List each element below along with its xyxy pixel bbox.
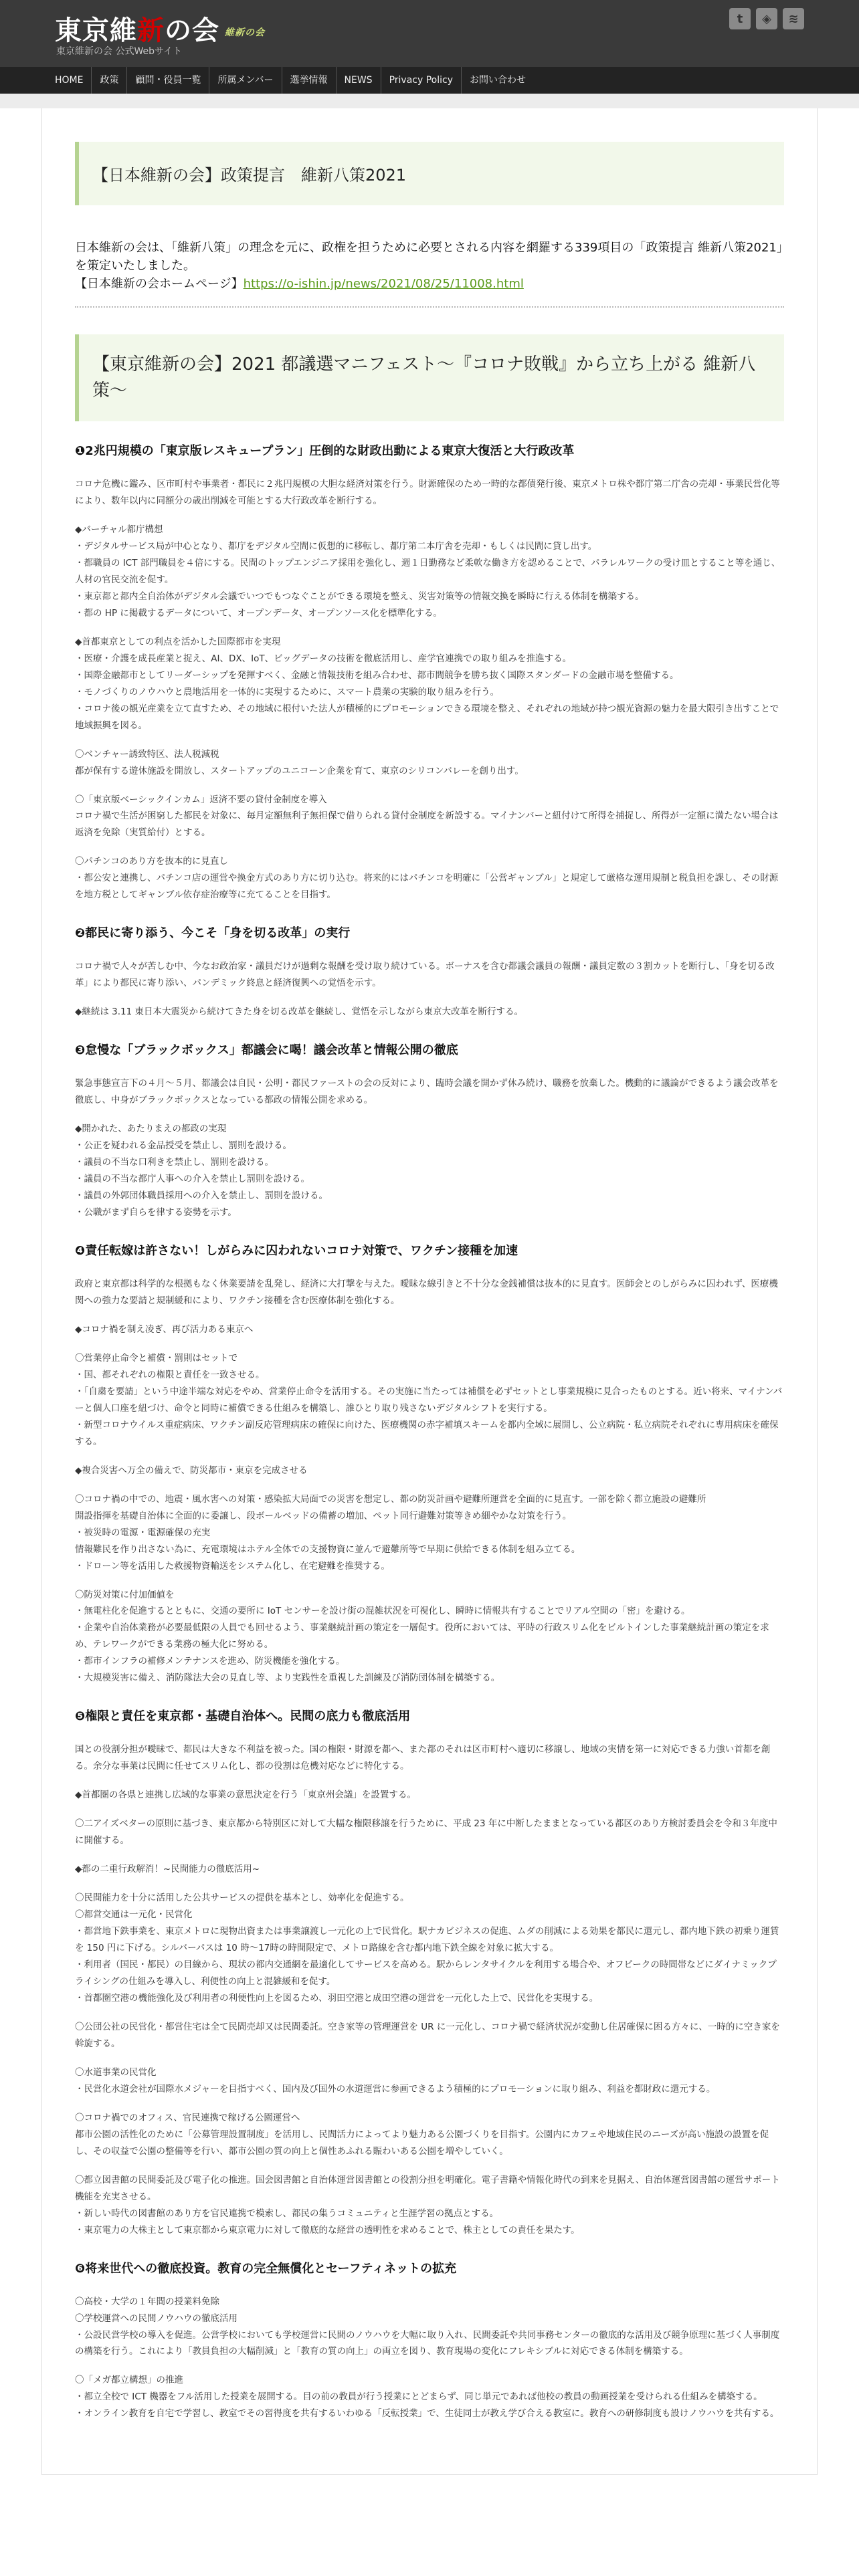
nav-item[interactable]: 所属メンバー [209, 67, 282, 94]
policy-line: ・民営化水道会社が国際水メジャーを目指すべく、国内及び国外の水道運営に参画できるよう積極的にプロモーションに取り組み、利益を都財政に還元する。 [75, 2083, 716, 2095]
nav-item[interactable]: Privacy Policy [381, 67, 462, 94]
policy-line: 情報難民を作り出さない為に、充電環境はホテル全体での支援物資に並んで避難所等で早期に供給できる体制を組み立てる。 [75, 1543, 581, 1555]
policy-line: 都が保有する遊休施設を開放し、スタートアップのユニコーン企業を育て、東京のシリコンバレーを創り出す。 [75, 765, 524, 776]
policy-line: ◆コロナ禍を制え凌ぎ、再び活力ある東京へ [75, 1323, 254, 1335]
policy-paragraph [75, 1816, 784, 1849]
policy-line: 〇公団公社の民営化・都営住宅は全て民間売却又は民間委託。空き家等の管理運営を UR に一元化し、コロナ禍で経済状況が変動し住居確保に困る方々に、一時的に空き家を斡旋する。 [75, 2021, 780, 2049]
policy-line: ◆複合災害へ万全の備えで、防災都市・東京を完成させる [75, 1465, 308, 1476]
policy-paragraph [75, 1787, 784, 1804]
policy-paragraph [75, 1861, 784, 1878]
policy-paragraph [75, 792, 784, 842]
policy-line: 開設指揮を基礎自治体に全面的に委譲し、段ボールベッドの備蓄の増加、ペット同行避難対策等きめ細やかな対策を行う。 [75, 1510, 572, 1521]
policy-line: ◆継続は 3.11 東日本大震災から続けてきた身を切る改革を継続し、覚悟を示しながら東京大改革を断行する。 [75, 1006, 524, 1018]
main-content [41, 108, 818, 2475]
intro-text: 日本維新の会は、「維新八策」の理念を元に、政権を担うために必要とされる内容を網羅する339項目の「政策提言 維新八策2021」を策定いたしました。 [75, 241, 783, 273]
policy-line: ・東京都と都内全自治体がデジタル会議でいつでもつなぐことができる環境を整え、災害対策等の情報交換を瞬時に行える体制を構築する。 [75, 591, 644, 602]
policy-line: ・新しい時代の図書館のあり方を官民連携で模索し、都民の集うコミュニティと生涯学習の拠点とする。 [75, 2208, 499, 2219]
policy-list [75, 441, 784, 2422]
policy-line: ◆都の二重行政解消！~民間能力の徹底活用~ [75, 1864, 260, 1875]
policy-line: ・コロナ後の観光産業を立て直すため、その地域に根付いた法人が積極的にプロモーションできる環境を整え、それぞれの地域が持つ観光資源の魅力を最大限引き出すことで地域振興を図る。 [75, 703, 779, 731]
policy-line: ・新型コロナウイルス重症病床、ワクチン副反応管理病床の確保に向けた、医療機関の赤字補填スキームを都内全域に展開し、公立病院・私立病院それぞれに専用病床を確保する。 [75, 1419, 779, 1447]
logo-text: 東京維 [55, 15, 137, 46]
policy-line: ・医療・介護を成長産業と捉え、AI、DX、IoT、ビッグデータの技術を徹底活用し、産学官連携での取り組みを推進する。 [75, 653, 572, 664]
policy-line: ・議員の不当な口利きを禁止し、罰則を設ける。 [75, 1157, 274, 1168]
policy-paragraph [75, 1121, 784, 1221]
policy-line: 都市公園の活性化のために「公募管理設置制度」を活用し、民間活力によってより魅力ある公園づくりを目指す。公園内にカフェや地域住民のニーズが高い施設の設置を促し、その収益で公園の整備等を行い、都市公園の質の向上と個性あふれる賑わいある公園を増やしていく。 [75, 2129, 769, 2157]
section-header-policy: 【日本維新の会】政策提言 維新八策2021 [75, 142, 784, 205]
policy-paragraph [75, 2294, 784, 2361]
policy-paragraph [75, 1075, 784, 1109]
policy-line: ・都立全校で ICT 機器をフル活用した授業を展開する。目の前の教員が行う授業にとどまらず、同じ単元であれば他校の教員の動画授業を受けられる仕組みを構築する。 [75, 2391, 763, 2403]
policy-line: 〇二アイズベターの原則に基づき、東京都から特別区に対して大幅な権限移譲を行うために、平成 23 年に中断したままとなっている都区のあり方検討委員会を令和３年度中に開催する。 [75, 1818, 777, 1846]
intro-link-line [75, 275, 784, 293]
policy-line: 〇学校運営への民間ノウハウの徹底活用 [75, 2313, 237, 2324]
intro-block [75, 239, 784, 308]
policy-paragraph [75, 1350, 784, 1451]
policy-line: 〇「東京版ベーシックインカム」返済不要の貸付金制度を導入 [75, 794, 327, 805]
policy-line: 〇水道事業の民営化 [75, 2066, 157, 2078]
nav-spacer [0, 94, 859, 108]
policy-line: ・被災時の電源・電源確保の充実 [75, 1527, 211, 1538]
policy-line: 緊急事態宣言下の４月〜５月、都議会は自民・公明・都民ファーストの会の反対により、臨時会議を開かず休み続け、職務を放棄した。機動的に議論ができるよう議会改革を徹底し、中身がブラックボックスとなっている都政の情報公開を求める。 [75, 1078, 779, 1106]
policy-line: ・公正を疑われる金品授受を禁止し、罰則を設ける。 [75, 1140, 292, 1152]
nav-item[interactable]: NEWS [337, 67, 381, 94]
policy-title: ❶2兆円規模の「東京版レスキュープラン」圧倒的な財政出動による東京大復活と大行政改革 [75, 444, 575, 458]
logo-text-end: の会 [165, 15, 219, 46]
policy-line: 〇営業停止命令と補償・罰則はセットで [75, 1352, 237, 1364]
policy-line: ・都市インフラの補修メンテナンスを進め、防災機能を強化する。 [75, 1656, 345, 1667]
twitter-icon[interactable]: t [729, 8, 751, 29]
policy-line: 〇都営交通は一元化・民営化 [75, 1909, 193, 1921]
policy-line: ・利用者（国民・都民）の目線から、現状の都内交通網を最適化してサービスを高める。駅からレンタサイクルを利用する場合や、オフピークの時間帯などにダイナミックプライシングの仕組みを導入し、利便性の向上と混雑緩和を促す。 [75, 1959, 777, 1987]
policy-title: ❹責任転嫁は許さない！しがらみに囚われないコロナ対策で、ワクチン接種を加速 [75, 1243, 518, 1258]
nav-item[interactable]: お問い合わせ [470, 75, 526, 86]
policy-line: ・都公安と連携し、パチンコ店の運営や換金方式のあり方に切り込む。将来的にはパチンコを明確に「公営ギャンブル」と規定して厳格な運用規制と税負担を課し、その財源を地方税としてギャンブル依存症治療等に充てることを目指す。 [75, 873, 779, 901]
policy-line: 〇コロナ禍の中での、地震・風水害への対策・感染拡大局面での災害を想定し、都の防災計画や避難所運営を全面的に見直す。一部を除く都立施設の避難所 [75, 1493, 706, 1505]
policy-line: ・議員の不当な都庁人事への介入を禁止し罰則を設ける。 [75, 1174, 310, 1185]
policy-line: 〇高校・大学の１年間の授業料免除 [75, 2296, 219, 2307]
ishin-homepage-link[interactable]: https://o-ishin.jp/news/2021/08/25/11008.html [243, 277, 524, 291]
policy-line: ・無電柱化を促進するとともに、交通の要所に IoT センサーを設け街の混雑状況を可視化し、瞬時に情報共有することでリアル空間の「密」を避ける。 [75, 1606, 690, 1617]
policy-line: ・東京電力の大株主として東京都から東京電力に対して徹底的な経営の透明性を求めることで、株主としての責任を果たす。 [75, 2224, 580, 2236]
nav-item[interactable]: 選挙情報 [282, 67, 337, 94]
policy-paragraph [75, 2172, 784, 2239]
section-header-manifesto: 【東京維新の会】2021 都議選マニフェスト〜『コロナ敗戦』から立ち上がる 維新八策〜 [75, 334, 784, 421]
intro-link-prefix: 【日本維新の会ホームページ】 [75, 277, 244, 291]
social-links [729, 8, 804, 29]
line-icon[interactable]: ◈ [756, 8, 777, 29]
policy-line: ◆首都圏の各県と連携し広域的な事業の意思決定を行う「東京州会議」を設置する。 [75, 1790, 416, 1801]
policy-title: ❻将来世代への徹底投資。教育の完全無償化とセーフティネットの拡充 [75, 2261, 457, 2276]
policy-paragraph [75, 476, 784, 510]
policy-line: 〇「メガ都立構想」の推進 [75, 2375, 183, 2386]
policy-paragraph [75, 853, 784, 903]
policy-line: ・オンライン教育を自宅で学習し、教室でその習得度を共有するいわゆる「反転授業」で、生徒同士が教え学び合える教室に。教育への研修制度も設けノウハウを共有する。 [75, 2408, 779, 2420]
nav-item[interactable]: HOME [55, 67, 92, 94]
policy-line: 〇コロナ禍でのオフィス、官民連携で稼げる公園運営へ [75, 2112, 300, 2123]
nav-item[interactable]: 顧問・役員一覧 [127, 67, 209, 94]
policy-title: ❺権限と責任を東京都・基礎自治体へ。民間の底力も徹底活用 [75, 1709, 411, 1724]
policy-line: ◆首都東京としての利点を活かした国際都市を実現 [75, 636, 281, 647]
policy-line: ・都営地下鉄事業を、東京メトロに現物出資または事業譲渡し一元化の上で民営化。駅ナカビジネスの促進、ムダの削減による効果を都民に還元し、都内地下鉄の初乗り運賃を 150 円に下げる。シルバーパスは 10 時〜17時の時間限定で、メトロ路線を含む都内地下鉄全線を対象に拡大する。 [75, 1926, 779, 1954]
policy-line: ・大規模災害に備え、消防隊法大会の見直し等、より実践性を重視した訓練及び消防団体制を構築する。 [75, 1673, 500, 1684]
policy-paragraph [75, 1321, 784, 1338]
policy-paragraph [75, 2064, 784, 2098]
policy-line: ・都の HP に掲載するデータについて、オープンデータ、オープンソース化を標準化する。 [75, 607, 442, 619]
policy-line: ・都職員の ICT 部門職員を４倍にする。民間のトップエンジニア採用を強化し、週１日勤務など柔軟な働き方を認めることで、パラレルワークの受け皿とすること等を通じ、人材の官民交流を促す。 [75, 557, 781, 585]
policy-paragraph [75, 2110, 784, 2160]
policy-title: ❸怠慢な「ブラックボックス」都議会に喝！議会改革と情報公開の徹底 [75, 1043, 458, 1058]
policy-paragraph [75, 1463, 784, 1479]
policy-line: ◆バーチャル都庁構想 [75, 524, 163, 535]
policy-paragraph [75, 1587, 784, 1687]
nav-item[interactable]: 政策 [92, 67, 127, 94]
policy-line: 国との役割分担が曖昧で、都民は大きな不利益を被った。国の権限・財源を都へ、また都のそれは区市町村へ適切に移譲し、地域の実情を第一に対応できる力強い首都を創る。余分な事業は民間に任せてスリム化し、都の役割は危機対応などに特化する。 [75, 1744, 771, 1772]
policy-line: ・首都圏空港の機能強化及び利用者の利便性向上を図るため、羽田空港と成田空港の運営を一元化した上で、民営化を実現する。 [75, 1992, 599, 2004]
policy-paragraph [75, 1741, 784, 1775]
policy-line: コロナ禍で人々が苦しむ中、今なお政治家・議員だけが過剰な報酬を受け取り続けている。ボーナスを含む都議会議員の報酬・議員定数の３割カットを断行し、「身を切る改革」により都民に寄り添い、パンデミック終息と経済復興への覚悟を示す。 [75, 961, 775, 989]
policy-line: ・ドローン等を活用した救援物資輸送をシステム化し、在宅避難を推奨する。 [75, 1560, 390, 1572]
policy-line: 政府と東京都は科学的な根拠もなく休業要請を乱発し、経済に大打撃を与えた。曖昧な線引きと不十分な金銭補償は抜本的に見直す。医師会とのしがらみに囚われず、医療機関への強力な要請と規制緩和により、ワクチン接種を含む医療体制を強化する。 [75, 1278, 778, 1306]
policy-paragraph [75, 1491, 784, 1575]
policy-paragraph [75, 958, 784, 992]
policy-paragraph [75, 2019, 784, 2052]
policy-paragraph [75, 522, 784, 622]
policy-line: ・国、都それぞれの権限と責任を一致させる。 [75, 1369, 265, 1380]
policy-paragraph [75, 634, 784, 734]
logo-tagline: 維新の会 [225, 27, 265, 38]
policy-paragraph [75, 746, 784, 780]
site-subtitle: 東京維新の会 公式Webサイト [56, 46, 182, 57]
site-header [0, 0, 859, 67]
rss-icon[interactable]: ≋ [783, 8, 804, 29]
site-logo[interactable] [55, 9, 265, 47]
policy-line: ・デジタルサービス局が中心となり、都庁をデジタル空間に仮想的に移転し、都庁第二本庁舎を売却・もしくは民間に貸し出す。 [75, 540, 597, 552]
policy-paragraph [75, 1276, 784, 1309]
policy-line: ・議員の外郭団体職員採用への介入を禁止し、罰則を設ける。 [75, 1190, 328, 1202]
policy-line: 〇民間能力を十分に活用した公共サービスの提供を基本とし、効率化を促進する。 [75, 1893, 409, 1904]
policy-line: ・公職がまず自らを律する姿勢を示す。 [75, 1207, 237, 1218]
policy-line: ・「自粛を要請」という中途半端な対応をやめ、営業停止命令を活用する。その実施に当たっては補償を必ずセットとし事業規模に見合ったものとする。近い将来、マイナンバーと個人口座を紐づけ、命令と同時に補償できる仕組みを構築し、誰ひとり取り残さないデジタルシフトを実行する。 [75, 1386, 783, 1414]
logo-accent: 新 [137, 15, 165, 46]
policy-paragraph [75, 2372, 784, 2422]
policy-line: ・国際金融都市としてリーダーシップを発揮すべく、金融と情報技術を組み合わせ、都市間競争を勝ち抜く国際スタンダードの金融市場を整備する。 [75, 669, 679, 681]
policy-line: ◆開かれた、あたりまえの都政の実現 [75, 1123, 227, 1135]
policy-line: 〇防災対策に付加価値を [75, 1589, 175, 1600]
policy-line: 〇パチンコのあり方を抜本的に見直し [75, 856, 228, 867]
policy-line: ・公設民営学校の導入を促進。公営学校においても学校運営に民間のノウハウを大幅に取り入れ、民間委託や共同事務センターの徹底的な活用及び競争原理に基づく人事制度の構築を行う。これにより「教員負担の大幅削減」と「教育の質の向上」の両立を図り、教育現場の変化にフレキシブルに対応できる体制を構築する。 [75, 2329, 780, 2357]
policy-title: ❷都民に寄り添う、今こそ「身を切る改革」の実行 [75, 926, 351, 941]
policy-paragraph [75, 1004, 784, 1021]
policy-paragraph [75, 1890, 784, 2007]
policy-line: 〇ベンチャー誘致特区、法人税減税 [75, 748, 219, 760]
policy-line: コロナ禍で生活が困窮した都民を対象に、毎月定額無利子無担保で借りられる貸付金制度を新設する。マイナンバーと紐付けて所得を捕捉し、所得が一定額に満たない場合は返済を免除（実質給付）とする。 [75, 811, 779, 839]
policy-line: ・モノづくりのノウハウと農地活用を一体的に実現するために、スマート農業の実験的取り組みを行う。 [75, 686, 500, 697]
policy-line: 〇都立図書館の民間委託及び電子化の推進。国会図書館と自治体運営図書館との役割分担を明確化。電子書籍や情報化時代の到来を見据え、自治体運営図書館の運営サポート機能を充実させる。 [75, 2174, 780, 2202]
policy-line: ・企業や自治体業務が必要最低限の人員でも回せるよう、事業継続計画の策定を一層促す。役所においては、平時の行政スリム化をビルトインした事業継続計画の策定を求め、テレワークができる業務の極大化に努める。 [75, 1622, 769, 1650]
policy-line: コロナ危機に鑑み、区市町村や事業者・都民に２兆円規模の大胆な経済対策を行う。財源確保のため一時的な都債発行後、東京メトロ株や都庁第二庁舎の売却・事業民営化等により、数年以内に同額分の歳出削減を可能とする大行政改革を断行する。 [75, 479, 780, 506]
main-nav [0, 67, 859, 94]
